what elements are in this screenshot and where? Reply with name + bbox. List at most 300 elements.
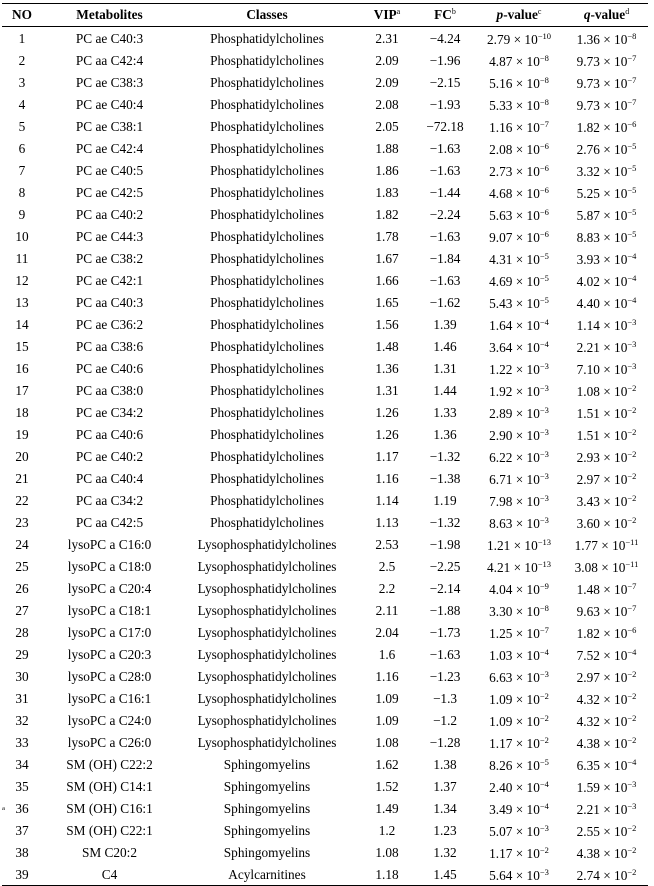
row-number: 14: [15, 316, 29, 332]
metabolite-class: Phosphatidylcholines: [210, 52, 324, 68]
metabolite-name: PC aa C40:2: [75, 206, 144, 222]
row-number: 15: [15, 338, 29, 354]
row-number: 32: [15, 712, 29, 728]
q-value: $2.21 \times 10^{-3}$: [576, 339, 637, 355]
vip-value: 2.05: [375, 118, 399, 134]
fold-change: 1.39: [433, 316, 457, 332]
row-number: 21: [15, 470, 29, 486]
q-value: $2.74 \times 10^{-2}$: [576, 867, 637, 883]
metabolite-name: C4: [101, 866, 118, 882]
vip-value: 1.09: [375, 690, 399, 706]
metabolite-class: Lysophosphatidylcholines: [197, 580, 337, 596]
row-number: 20: [15, 448, 29, 464]
table-row: [2, 863, 648, 886]
row-number: 28: [15, 624, 29, 640]
fold-change: −1.88: [429, 602, 461, 618]
vip-value: 1.31: [375, 382, 399, 398]
vip-value: 1.56: [375, 316, 399, 332]
p-value: $3.64 \times 10^{-4}$: [489, 339, 549, 355]
q-value: $2.76 \times 10^{-5}$: [576, 141, 637, 157]
fold-change: −1.32: [429, 514, 461, 530]
table-row: [2, 27, 648, 50]
fold-change: −1.2: [432, 712, 458, 728]
fold-change: −1.62: [429, 294, 461, 310]
metabolite-class: Phosphatidylcholines: [210, 338, 324, 354]
table-row: [2, 49, 648, 71]
p-value: $1.17 \times 10^{-2}$: [489, 845, 549, 861]
metabolite-class: Lysophosphatidylcholines: [197, 536, 337, 552]
metabolite-name: PC ae C40:3: [75, 30, 144, 46]
vip-value: 1.26: [375, 426, 399, 442]
fold-change: −1.63: [429, 228, 461, 244]
metabolite-name: PC aa C40:3: [75, 294, 144, 310]
q-value: $2.93 \times 10^{-2}$: [576, 449, 637, 465]
q-value: $9.73 \times 10^{-7}$: [576, 75, 637, 91]
metabolite-name: lysoPC a C20:4: [67, 580, 152, 596]
row-number: 29: [15, 646, 29, 662]
table-row: [2, 577, 648, 599]
fold-change: −2.15: [429, 74, 461, 90]
p-value: $5.43 \times 10^{-5}$: [489, 295, 549, 311]
p-value: $4.69 \times 10^{-5}$: [489, 273, 549, 289]
p-value: $1.17 \times 10^{-2}$: [489, 735, 549, 751]
table-row: [2, 247, 648, 269]
fold-change: −72.18: [426, 118, 464, 134]
q-value: $6.35 \times 10^{-4}$: [576, 757, 637, 773]
p-value: $4.21 \times 10^{-13}$: [486, 559, 552, 575]
row-number: 30: [15, 668, 29, 684]
fold-change: 1.32: [433, 844, 457, 860]
fold-change: −1.38: [429, 470, 461, 486]
fold-change: 1.31: [433, 360, 457, 376]
table-row: [2, 555, 648, 577]
q-value: $1.08 \times 10^{-2}$: [576, 383, 637, 399]
fold-change: −4.24: [429, 30, 461, 46]
q-value: $9.73 \times 10^{-7}$: [576, 97, 637, 113]
p-value: $7.98 \times 10^{-3}$: [489, 493, 549, 509]
metabolite-name: PC aa C42:5: [75, 514, 144, 530]
table-row: [2, 775, 648, 797]
fold-change: 1.34: [433, 800, 457, 816]
fold-change: −1.93: [429, 96, 461, 112]
q-value: $4.02 \times 10^{-4}$: [576, 273, 637, 289]
header-vip: VIP$^a$: [373, 7, 401, 22]
row-number: 19: [15, 426, 29, 442]
fold-change: −2.24: [429, 206, 461, 222]
row-number: 27: [15, 602, 29, 618]
fold-change: 1.37: [433, 778, 457, 794]
fold-change: −1.73: [429, 624, 461, 640]
metabolite-class: Acylcarnitines: [228, 866, 306, 882]
vip-value: 1.82: [375, 206, 399, 222]
q-value: $2.21 \times 10^{-3}$: [576, 801, 637, 817]
row-number: 18: [15, 404, 29, 420]
metabolite-name: PC ae C40:5: [75, 162, 144, 178]
table-row: [2, 489, 648, 511]
q-value: $1.51 \times 10^{-2}$: [576, 405, 637, 421]
table-row: [2, 269, 648, 291]
vip-value: 2.04: [375, 624, 399, 640]
row-number: 26: [15, 580, 29, 596]
row-number: 5: [18, 118, 26, 134]
vip-value: 1.08: [375, 844, 399, 860]
p-value: $8.63 \times 10^{-3}$: [489, 515, 549, 531]
fold-change: 1.46: [433, 338, 457, 354]
row-number: 1: [18, 30, 26, 46]
vip-value: 1.09: [375, 712, 399, 728]
vip-value: 2.09: [375, 74, 399, 90]
row-number: 9: [18, 206, 26, 222]
q-value: $4.38 \times 10^{-2}$: [576, 845, 637, 861]
p-value: $1.03 \times 10^{-4}$: [489, 647, 549, 663]
metabolite-class: Lysophosphatidylcholines: [197, 690, 337, 706]
header-metabolites: Metabolites: [76, 7, 143, 22]
table-row: [2, 291, 648, 313]
metabolite-name: PC ae C40:2: [75, 448, 144, 464]
fold-change: 1.44: [433, 382, 457, 398]
metabolite-class: Phosphatidylcholines: [210, 162, 324, 178]
metabolite-class: Phosphatidylcholines: [210, 272, 324, 288]
metabolite-class: Lysophosphatidylcholines: [197, 624, 337, 640]
metabolite-class: Phosphatidylcholines: [210, 206, 324, 222]
vip-value: 1.86: [375, 162, 399, 178]
metabolite-class: Phosphatidylcholines: [210, 316, 324, 332]
p-value: $3.30 \times 10^{-8}$: [489, 603, 549, 619]
q-value: $5.25 \times 10^{-5}$: [576, 185, 637, 201]
p-value: $1.21 \times 10^{-13}$: [486, 537, 552, 553]
table-row: [2, 93, 648, 115]
row-number: 38: [15, 844, 29, 860]
p-value: $1.09 \times 10^{-2}$: [489, 713, 549, 729]
table-row: [2, 643, 648, 665]
table-row: [2, 621, 648, 643]
vip-value: 1.67: [375, 250, 399, 266]
metabolite-name: PC ae C44:3: [75, 228, 144, 244]
table-row: [2, 687, 648, 709]
q-value: $8.83 \times 10^{-5}$: [576, 229, 637, 245]
p-value: $5.16 \times 10^{-8}$: [489, 75, 549, 91]
p-value: $2.40 \times 10^{-4}$: [489, 779, 549, 795]
vip-value: 1.83: [375, 184, 399, 200]
table-row: [2, 819, 648, 841]
metabolite-class: Sphingomyelins: [223, 822, 311, 838]
footnote-fragment: a: [2, 805, 5, 812]
metabolite-name: lysoPC a C24:0: [67, 712, 152, 728]
fold-change: −1.28: [429, 734, 461, 750]
metabolite-class: Phosphatidylcholines: [210, 184, 324, 200]
metabolite-name: PC ae C40:4: [75, 96, 144, 112]
metabolite-name: lysoPC a C26:0: [67, 734, 152, 750]
table-row: [2, 313, 648, 335]
metabolite-class: Phosphatidylcholines: [210, 382, 324, 398]
row-number: 33: [15, 734, 29, 750]
table-row: [2, 335, 648, 357]
row-number: 3: [18, 74, 26, 90]
q-value: $1.14 \times 10^{-3}$: [576, 317, 637, 333]
fold-change: 1.38: [433, 756, 457, 772]
p-value: $1.16 \times 10^{-7}$: [489, 119, 549, 135]
q-value: $1.36 \times 10^{-8}$: [576, 31, 637, 47]
metabolite-class: Phosphatidylcholines: [210, 426, 324, 442]
vip-value: 1.62: [375, 756, 399, 772]
metabolite-name: PC aa C38:6: [75, 338, 144, 354]
fold-change: −1.63: [429, 646, 461, 662]
p-footnote-mark: c: [537, 7, 542, 16]
q-value: $3.08 \times 10^{-11}$: [574, 559, 639, 575]
metabolite-name: PC aa C40:6: [75, 426, 144, 442]
p-value: $4.87 \times 10^{-8}$: [489, 53, 549, 69]
metabolite-name: lysoPC a C28:0: [67, 668, 152, 684]
vip-value: 1.17: [375, 448, 399, 464]
q-value: $2.97 \times 10^{-2}$: [576, 471, 637, 487]
q-value: $1.48 \times 10^{-7}$: [576, 581, 637, 597]
vip-value: 1.78: [375, 228, 399, 244]
table-row: [2, 709, 648, 731]
fold-change: −1.98: [429, 536, 461, 552]
metabolite-name: lysoPC a C16:0: [67, 536, 152, 552]
metabolite-class: Lysophosphatidylcholines: [197, 734, 337, 750]
q-value: $3.43 \times 10^{-2}$: [576, 493, 637, 509]
table-body: [2, 27, 648, 886]
vip-value: 1.2: [378, 822, 396, 838]
vip-value: 1.18: [375, 866, 399, 882]
row-number: 8: [18, 184, 26, 200]
vip-value: 1.14: [375, 492, 399, 508]
metabolite-name: PC ae C40:6: [75, 360, 144, 376]
vip-footnote-mark: a: [396, 7, 401, 16]
p-value: $3.49 \times 10^{-4}$: [489, 801, 549, 817]
q-footnote-mark: d: [625, 7, 630, 16]
q-value: $3.93 \times 10^{-4}$: [576, 251, 637, 267]
p-value: $8.26 \times 10^{-5}$: [489, 757, 549, 773]
table-row: [2, 599, 648, 621]
fold-change: −1.63: [429, 162, 461, 178]
p-value: $1.64 \times 10^{-4}$: [489, 317, 549, 333]
row-number: 23: [15, 514, 29, 530]
p-value: $1.22 \times 10^{-3}$: [489, 361, 549, 377]
table-row: [2, 533, 648, 555]
row-number: 10: [15, 228, 29, 244]
header-no: NO: [12, 7, 32, 22]
metabolite-class: Phosphatidylcholines: [210, 470, 324, 486]
fold-change: 1.33: [433, 404, 457, 420]
metabolite-class: Phosphatidylcholines: [210, 74, 324, 90]
fc-footnote-mark: b: [451, 7, 456, 16]
row-number: 39: [15, 866, 29, 882]
metabolite-name: SM (OH) C22:1: [66, 822, 153, 838]
fold-change: 1.36: [433, 426, 457, 442]
fold-change: −2.25: [429, 558, 461, 574]
vip-value: 1.66: [375, 272, 399, 288]
metabolite-class: Lysophosphatidylcholines: [197, 602, 337, 618]
metabolite-name: lysoPC a C17:0: [67, 624, 152, 640]
p-value: $2.90 \times 10^{-3}$: [489, 427, 549, 443]
q-value: $4.40 \times 10^{-4}$: [576, 295, 637, 311]
metabolite-name: PC aa C38:0: [75, 382, 144, 398]
p-value: $2.79 \times 10^{-10}$: [486, 31, 552, 47]
table-row: [2, 181, 648, 203]
vip-value: 1.65: [375, 294, 399, 310]
row-number: 13: [15, 294, 29, 310]
fold-change: −1.23: [429, 668, 461, 684]
p-value: $5.33 \times 10^{-8}$: [489, 97, 549, 113]
row-number: 37: [15, 822, 29, 838]
q-value: $3.32 \times 10^{-5}$: [576, 163, 637, 179]
metabolite-name: SM (OH) C22:2: [66, 756, 153, 772]
metabolite-class: Lysophosphatidylcholines: [197, 558, 337, 574]
p-value: $9.07 \times 10^{-6}$: [489, 229, 549, 245]
q-value: $1.82 \times 10^{-6}$: [576, 625, 637, 641]
vip-value: 2.53: [375, 536, 399, 552]
p-value: $5.64 \times 10^{-3}$: [489, 867, 549, 883]
row-number: 4: [18, 96, 26, 112]
metabolite-class: Sphingomyelins: [223, 778, 311, 794]
table-row: [2, 445, 648, 467]
q-value: $9.63 \times 10^{-7}$: [576, 603, 637, 619]
metabolite-name: lysoPC a C20:3: [67, 646, 152, 662]
metabolite-class: Phosphatidylcholines: [210, 118, 324, 134]
vip-value: 1.49: [375, 800, 399, 816]
metabolite-name: PC aa C40:4: [75, 470, 144, 486]
table-header: [2, 4, 648, 27]
row-number: 31: [15, 690, 29, 706]
vip-value: 2.31: [375, 30, 399, 46]
header-q-value: q-value$^d$: [583, 7, 630, 22]
vip-value: 2.08: [375, 96, 399, 112]
vip-value: 1.88: [375, 140, 399, 156]
q-value: $4.32 \times 10^{-2}$: [576, 713, 637, 729]
fold-change: −1.84: [429, 250, 461, 266]
table-row: [2, 467, 648, 489]
metabolite-class: Sphingomyelins: [223, 844, 311, 860]
p-value: $6.22 \times 10^{-3}$: [489, 449, 549, 465]
metabolite-name: lysoPC a C16:1: [67, 690, 152, 706]
table-row: [2, 731, 648, 753]
fold-change: 1.19: [433, 492, 457, 508]
header-p-value: p-value$^c$: [496, 7, 542, 22]
table-row: [2, 665, 648, 687]
row-number: 34: [15, 756, 29, 772]
p-value: $1.25 \times 10^{-7}$: [489, 625, 549, 641]
metabolite-name: PC aa C42:4: [75, 52, 144, 68]
vip-value: 1.48: [375, 338, 399, 354]
row-number: 2: [18, 52, 26, 68]
table-row: [2, 115, 648, 137]
table-row: [2, 753, 648, 775]
metabolite-class: Phosphatidylcholines: [210, 30, 324, 46]
vip-value: 1.26: [375, 404, 399, 420]
p-value: $2.08 \times 10^{-6}$: [489, 141, 549, 157]
metabolite-name: lysoPC a C18:0: [67, 558, 152, 574]
p-value: $2.89 \times 10^{-3}$: [489, 405, 549, 421]
vip-value: 1.52: [375, 778, 399, 794]
table-row: [2, 225, 648, 247]
row-number: 7: [18, 162, 26, 178]
table-row: [2, 71, 648, 93]
metabolite-class: Lysophosphatidylcholines: [197, 668, 337, 684]
q-value: $1.82 \times 10^{-6}$: [576, 119, 637, 135]
metabolite-table-container: [2, 3, 648, 886]
p-value: $1.92 \times 10^{-3}$: [489, 383, 549, 399]
fold-change: −1.3: [432, 690, 458, 706]
metabolite-name: lysoPC a C18:1: [67, 602, 152, 618]
fold-change: −1.63: [429, 140, 461, 156]
metabolite-name: SM C20:2: [81, 844, 138, 860]
vip-value: 1.16: [375, 668, 399, 684]
q-value: $4.38 \times 10^{-2}$: [576, 735, 637, 751]
table-row: [2, 401, 648, 423]
metabolite-class: Phosphatidylcholines: [210, 228, 324, 244]
vip-value: 2.11: [375, 602, 399, 618]
vip-value: 2.09: [375, 52, 399, 68]
p-value: $1.09 \times 10^{-2}$: [489, 691, 549, 707]
metabolite-class: Phosphatidylcholines: [210, 514, 324, 530]
q-value: $5.87 \times 10^{-5}$: [576, 207, 637, 223]
vip-value: 1.36: [375, 360, 399, 376]
row-number: 11: [15, 250, 29, 266]
fold-change: −2.14: [429, 580, 461, 596]
fold-change: −1.44: [429, 184, 461, 200]
table-row: [2, 203, 648, 225]
metabolite-table: [2, 3, 648, 886]
metabolite-class: Lysophosphatidylcholines: [197, 646, 337, 662]
q-value: $2.97 \times 10^{-2}$: [576, 669, 637, 685]
metabolite-name: PC ae C42:1: [75, 272, 144, 288]
metabolite-class: Phosphatidylcholines: [210, 250, 324, 266]
row-number: 35: [15, 778, 29, 794]
metabolite-name: PC ae C38:1: [75, 118, 144, 134]
q-value: $1.51 \times 10^{-2}$: [576, 427, 637, 443]
vip-value: 1.6: [378, 646, 396, 662]
table-row: [2, 379, 648, 401]
q-value: $7.10 \times 10^{-3}$: [576, 361, 637, 377]
metabolite-name: PC ae C42:4: [75, 140, 144, 156]
p-value: $5.07 \times 10^{-3}$: [489, 823, 549, 839]
row-number: 16: [15, 360, 29, 376]
row-number: 12: [15, 272, 29, 288]
table-row: [2, 511, 648, 533]
fold-change: −1.96: [429, 52, 461, 68]
row-number: 25: [15, 558, 29, 574]
metabolite-name: PC ae C38:2: [75, 250, 144, 266]
vip-value: 1.08: [375, 734, 399, 750]
vip-value: 2.2: [378, 580, 396, 596]
row-number: 24: [15, 536, 29, 552]
table-row: [2, 159, 648, 181]
metabolite-class: Phosphatidylcholines: [210, 294, 324, 310]
fold-change: 1.45: [433, 866, 457, 882]
p-value: $2.73 \times 10^{-6}$: [489, 163, 549, 179]
metabolite-name: PC aa C34:2: [75, 492, 144, 508]
table-row: [2, 423, 648, 445]
table-row: [2, 841, 648, 863]
q-value: $2.55 \times 10^{-2}$: [576, 823, 637, 839]
p-value: $4.68 \times 10^{-6}$: [489, 185, 549, 201]
row-number: 22: [15, 492, 29, 508]
p-value: $4.31 \times 10^{-5}$: [489, 251, 549, 267]
metabolite-name: PC ae C38:3: [75, 74, 144, 90]
metabolite-class: Lysophosphatidylcholines: [197, 712, 337, 728]
row-number: 6: [18, 140, 26, 156]
metabolite-class: Phosphatidylcholines: [210, 492, 324, 508]
q-value: $1.77 \times 10^{-11}$: [574, 537, 639, 553]
vip-value: 1.13: [375, 514, 399, 530]
metabolite-class: Phosphatidylcholines: [210, 140, 324, 156]
metabolite-name: PC ae C34:2: [75, 404, 144, 420]
metabolite-class: Sphingomyelins: [223, 800, 311, 816]
p-value: $6.71 \times 10^{-3}$: [489, 471, 549, 487]
p-value: $5.63 \times 10^{-6}$: [489, 207, 549, 223]
